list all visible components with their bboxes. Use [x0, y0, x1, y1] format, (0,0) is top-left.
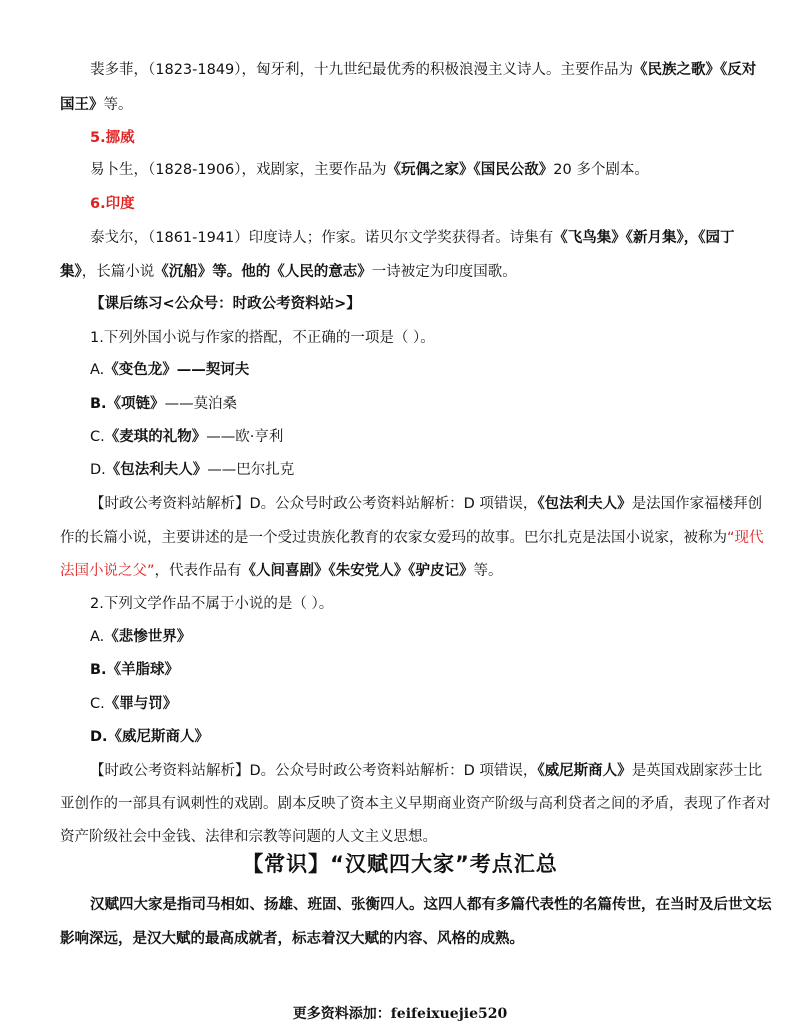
q2-option-d	[90, 727, 740, 747]
work-title: 《沉船》	[154, 264, 213, 280]
option-title: 《变色龙》——契诃夫	[104, 362, 250, 378]
work-title: 《新月集》	[625, 230, 684, 246]
option-prefix: D.	[90, 462, 106, 478]
text: 裴多菲，（1823-1849），匈牙利，十九世纪最优秀的积极浪漫主义诗人。主要作品为	[90, 62, 634, 78]
text: 等。他的	[212, 264, 271, 280]
option-author: ——欧·亨利	[206, 429, 284, 445]
option-prefix: A.	[90, 629, 105, 645]
intro-line-1: 汉赋四大家是指司马相如、扬雄、班固、张衡四人。这四人都有多篇代表性的名篇传世，在当时及后世文坛	[90, 897, 772, 913]
option-prefix: D.	[90, 729, 108, 745]
footer-note: 更多资料添加：feifeixuejie520	[292, 1006, 508, 1022]
option-prefix: B.	[90, 662, 107, 678]
text: ，长篇小说	[81, 264, 155, 280]
option-title: 《包法利夫人》	[105, 462, 208, 478]
option-title: 《麦琪的礼物》	[104, 429, 207, 445]
work-title: 《玩偶之家》	[386, 162, 474, 178]
question-1: 1.下列外国小说与作家的搭配，不正确的一项是（ ）。	[90, 330, 435, 346]
option-prefix: C.	[90, 429, 105, 445]
q1-option-d	[90, 460, 740, 480]
text: 20 多个剧本。	[553, 162, 649, 178]
option-title: 《罪与罚》	[104, 696, 178, 712]
section-title-india: 6.印度	[90, 196, 135, 212]
option-title: 《项链》	[106, 396, 165, 412]
tagore-line-2	[60, 262, 740, 282]
option-prefix: C.	[90, 696, 105, 712]
text: 等。	[473, 563, 503, 579]
work-title: 国王》	[60, 97, 104, 113]
q2-analysis-line-1	[90, 761, 763, 781]
q1-option-c	[90, 427, 740, 447]
option-title: 《悲惨世界》	[104, 629, 192, 645]
section-heading: 【常识】“汉赋四大家”考点汇总	[242, 852, 558, 876]
work-title: 《威尼斯商人》	[537, 763, 632, 779]
work-title: 《民族之歌》	[633, 62, 721, 78]
work-title: 《人民的意志》	[270, 264, 372, 280]
option-title: 《威尼斯商人》	[107, 729, 210, 745]
tagore-line-1	[90, 228, 740, 248]
work-title: 《园丁	[698, 230, 735, 246]
q1-analysis-line-1	[90, 494, 763, 514]
text: 等。	[103, 97, 133, 113]
text: 是法国作家福楼拜创	[631, 496, 763, 512]
petofi-line-2	[60, 95, 740, 115]
highlight-text: “现代	[727, 530, 764, 546]
work-title: 《驴皮记》	[408, 563, 474, 579]
petofi-line-1	[90, 60, 757, 80]
q1-analysis-line-3	[60, 561, 740, 581]
work-title: 《包法利夫人》	[537, 496, 632, 512]
text: 是英国戏剧家莎士比	[631, 763, 763, 779]
text: 泰戈尔，（1861-1941）印度诗人；作家。诺贝尔文学奖获得者。诗集有	[90, 230, 554, 246]
option-author: ——莫泊桑	[164, 396, 238, 412]
text: 【时政公考资料站解析】D。公众号时政公考资料站解析：D 项错误，	[90, 496, 538, 512]
work-title: 《反对	[720, 62, 757, 78]
question-2: 2.下列文学作品不属于小说的是（ ）。	[90, 596, 334, 612]
work-title: 《国民公敌》	[473, 162, 554, 178]
option-prefix: B.	[90, 396, 107, 412]
q2-option-c	[90, 694, 740, 714]
option-author: ——巴尔扎克	[207, 462, 295, 478]
text: 【时政公考资料站解析】D。公众号时政公考资料站解析：D 项错误，	[90, 763, 538, 779]
text: 易卜生，（1828-1906），戏剧家，主要作品为	[90, 162, 387, 178]
text: ，代表作品有	[154, 563, 242, 579]
q1-analysis-line-2	[60, 528, 764, 548]
work-title: 《飞鸟集》	[553, 230, 626, 246]
q2-analysis-line-2: 亚创作的一部具有讽刺性的戏剧。剧本反映了资本主义早期商业资产阶级与高利贷者之间的矛盾，表现了作者对	[60, 796, 771, 812]
q1-option-a	[90, 360, 740, 380]
ibsen-line	[90, 160, 740, 180]
work-title: 《朱安党人》	[328, 563, 409, 579]
highlight-text: 法国小说之父”	[60, 563, 155, 579]
intro-line-2: 影响深远，是汉大赋的最高成就者，标志着汉大赋的内容、风格的成熟。	[60, 931, 524, 947]
q2-analysis-line-3: 资产阶级社会中金钱、法律和宗教等问题的人文主义思想。	[60, 829, 437, 845]
q2-option-b	[90, 660, 740, 680]
practice-label: 【课后练习<公众号：时政公考资料站>】	[90, 296, 361, 312]
work-title: 集》	[60, 264, 82, 280]
text: 作的长篇小说，主要讲述的是一个受过贵族化教育的农家女爱玛的故事。巴尔扎克是法国小说家，被称为	[60, 530, 727, 546]
section-title-norway: 5.挪威	[90, 130, 135, 146]
option-title: 《羊脂球》	[106, 662, 180, 678]
q2-option-a	[90, 627, 740, 647]
work-title: 《人间喜剧》	[241, 563, 329, 579]
option-prefix: A.	[90, 362, 105, 378]
text: ，	[683, 230, 699, 246]
q1-option-b	[90, 394, 740, 414]
text: 一诗被定为印度国歌。	[371, 264, 517, 280]
